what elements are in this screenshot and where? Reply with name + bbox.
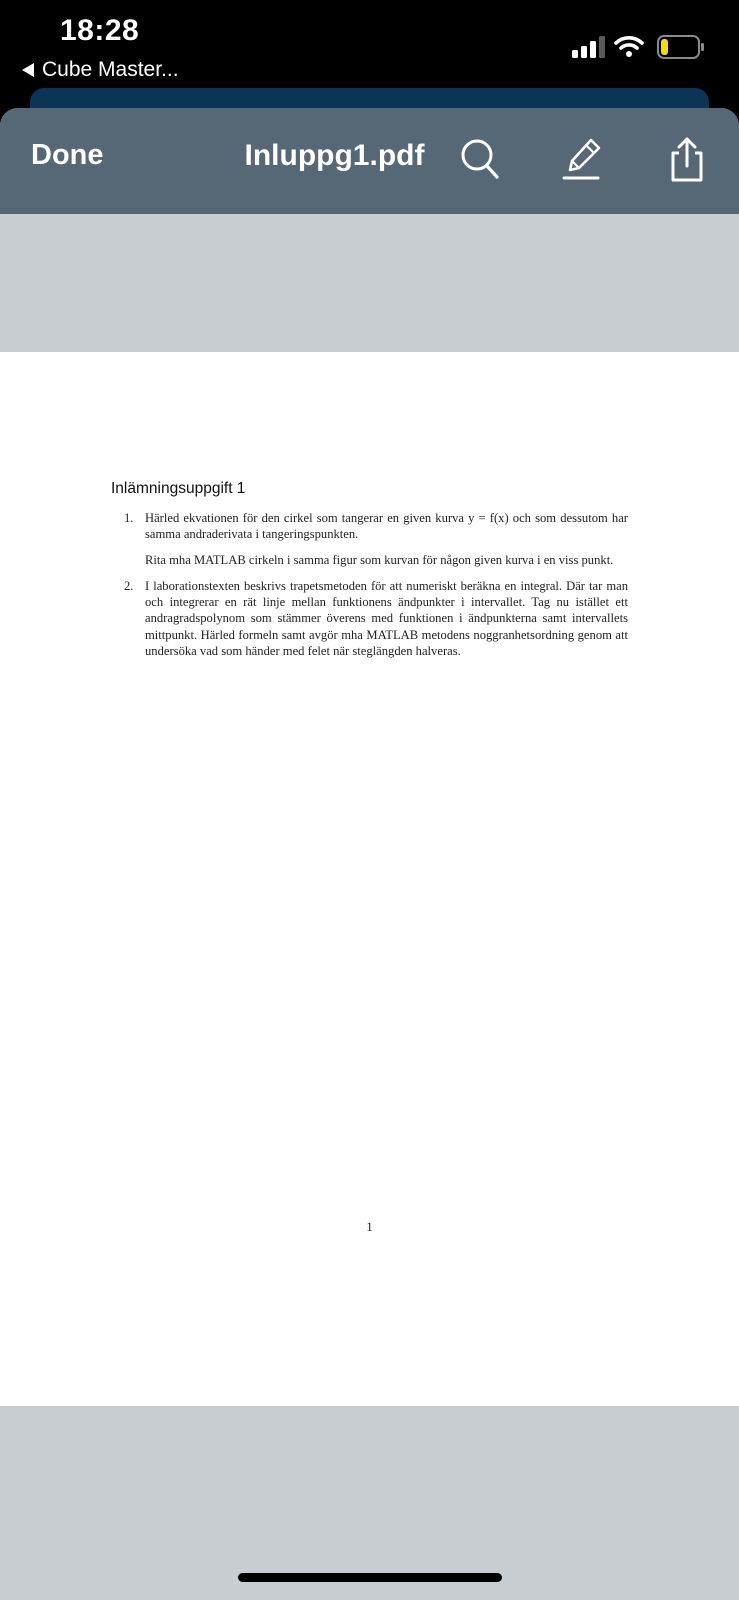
status-time: 18:28 xyxy=(60,14,140,47)
toolbar xyxy=(0,108,739,214)
status-bar xyxy=(0,0,739,100)
list-item xyxy=(124,578,628,659)
home-indicator[interactable] xyxy=(238,1573,502,1582)
document-title: Inluppg1.pdf xyxy=(244,139,425,172)
pdf-viewer-sheet xyxy=(0,108,739,1600)
item-number: 2. xyxy=(124,578,134,593)
item-paragraph: Härled ekvationen för den cirkel som tangerar en given kurva y = f(x) och som dessutom har samma andraderivata i tangeringspunkten. xyxy=(145,511,628,542)
item-number: 1. xyxy=(124,511,134,525)
cellular-signal-icon xyxy=(572,36,608,58)
assignment-list xyxy=(124,510,628,669)
pdf-page xyxy=(0,352,739,1406)
page-number: 1 xyxy=(366,1220,373,1234)
battery-icon xyxy=(657,35,705,59)
pdf-heading: Inlämningsuppgift 1 xyxy=(111,480,246,497)
back-to-app-link[interactable] xyxy=(22,58,179,82)
back-link-label: Cube Master... xyxy=(42,58,179,81)
back-arrow-icon xyxy=(22,63,34,77)
done-button[interactable]: Done xyxy=(31,139,104,171)
search-icon[interactable] xyxy=(459,136,503,182)
item-paragraph: I laborationstexten beskrivs trapetsmetoden för att numeriskt beräkna en integral. Där tar man och integrerar en rät linje mellan funktionens ändpunkter i intervallet. Tag nu istället ett andragradspolynom som stämmer överens med funktionen i ändpunkterna samt intervallets mittpunkt. Härled formeln samt avgör mha MATLAB metodens noggranhetsordning genom att undersöka vad som händer med felet när steglängden halveras. xyxy=(145,578,628,659)
markup-icon[interactable] xyxy=(561,136,605,182)
share-icon[interactable] xyxy=(665,136,709,182)
list-item xyxy=(124,510,628,568)
wifi-icon xyxy=(614,34,644,58)
item-paragraph: Rita mha MATLAB cirkeln i samma figur som kurvan för någon given kurva i en viss punkt. xyxy=(145,552,614,567)
